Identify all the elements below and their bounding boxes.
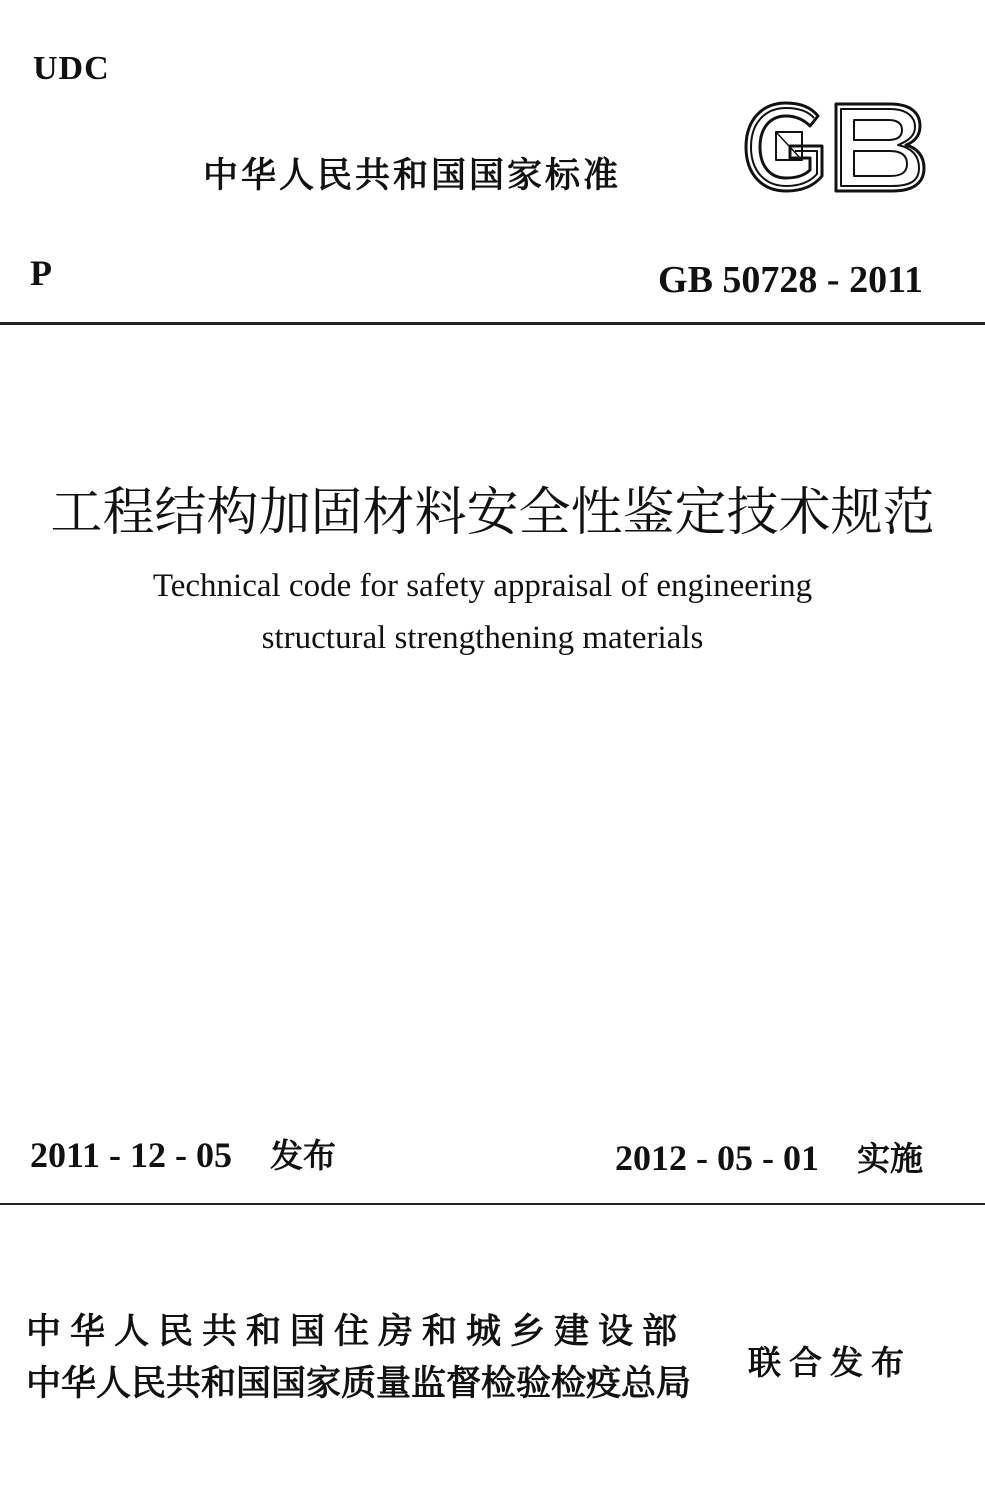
issue-date-block bbox=[30, 1130, 336, 1177]
gb-logo-icon bbox=[740, 98, 928, 196]
classification-code: P bbox=[30, 253, 52, 293]
issuer-aqsiq: 中华人民共和国国家质量监督检验检疫总局 bbox=[26, 1364, 692, 1404]
title-english-line-1: Technical code for safety appraisal of engineering bbox=[152, 568, 813, 604]
bottom-divider bbox=[0, 1203, 985, 1205]
effective-label: 实施 bbox=[857, 1139, 923, 1178]
title-chinese: 工程结构加固材料安全性鉴定技术规范 bbox=[50, 483, 935, 543]
national-standard-heading: 中华人民共和国国家标准 bbox=[203, 156, 622, 196]
issue-date: 2011 - 12 - 05 bbox=[30, 1135, 232, 1175]
effective-date: 2012 - 05 - 01 bbox=[615, 1138, 819, 1178]
issuer-ministry-housing: 中华人民共和国住房和城乡建设部 bbox=[26, 1312, 687, 1352]
standard-number: GB 50728 - 2011 bbox=[658, 259, 923, 301]
title-english-line-2: structural strengthening materials bbox=[261, 620, 704, 656]
gb-logo-svg bbox=[740, 98, 928, 196]
joint-issue-label: 联合发布 bbox=[748, 1343, 912, 1382]
top-divider bbox=[0, 322, 985, 325]
effective-date-block bbox=[615, 1133, 923, 1180]
title-english bbox=[0, 560, 965, 664]
udc-label: UDC bbox=[33, 50, 110, 87]
issue-label: 发布 bbox=[270, 1136, 336, 1175]
